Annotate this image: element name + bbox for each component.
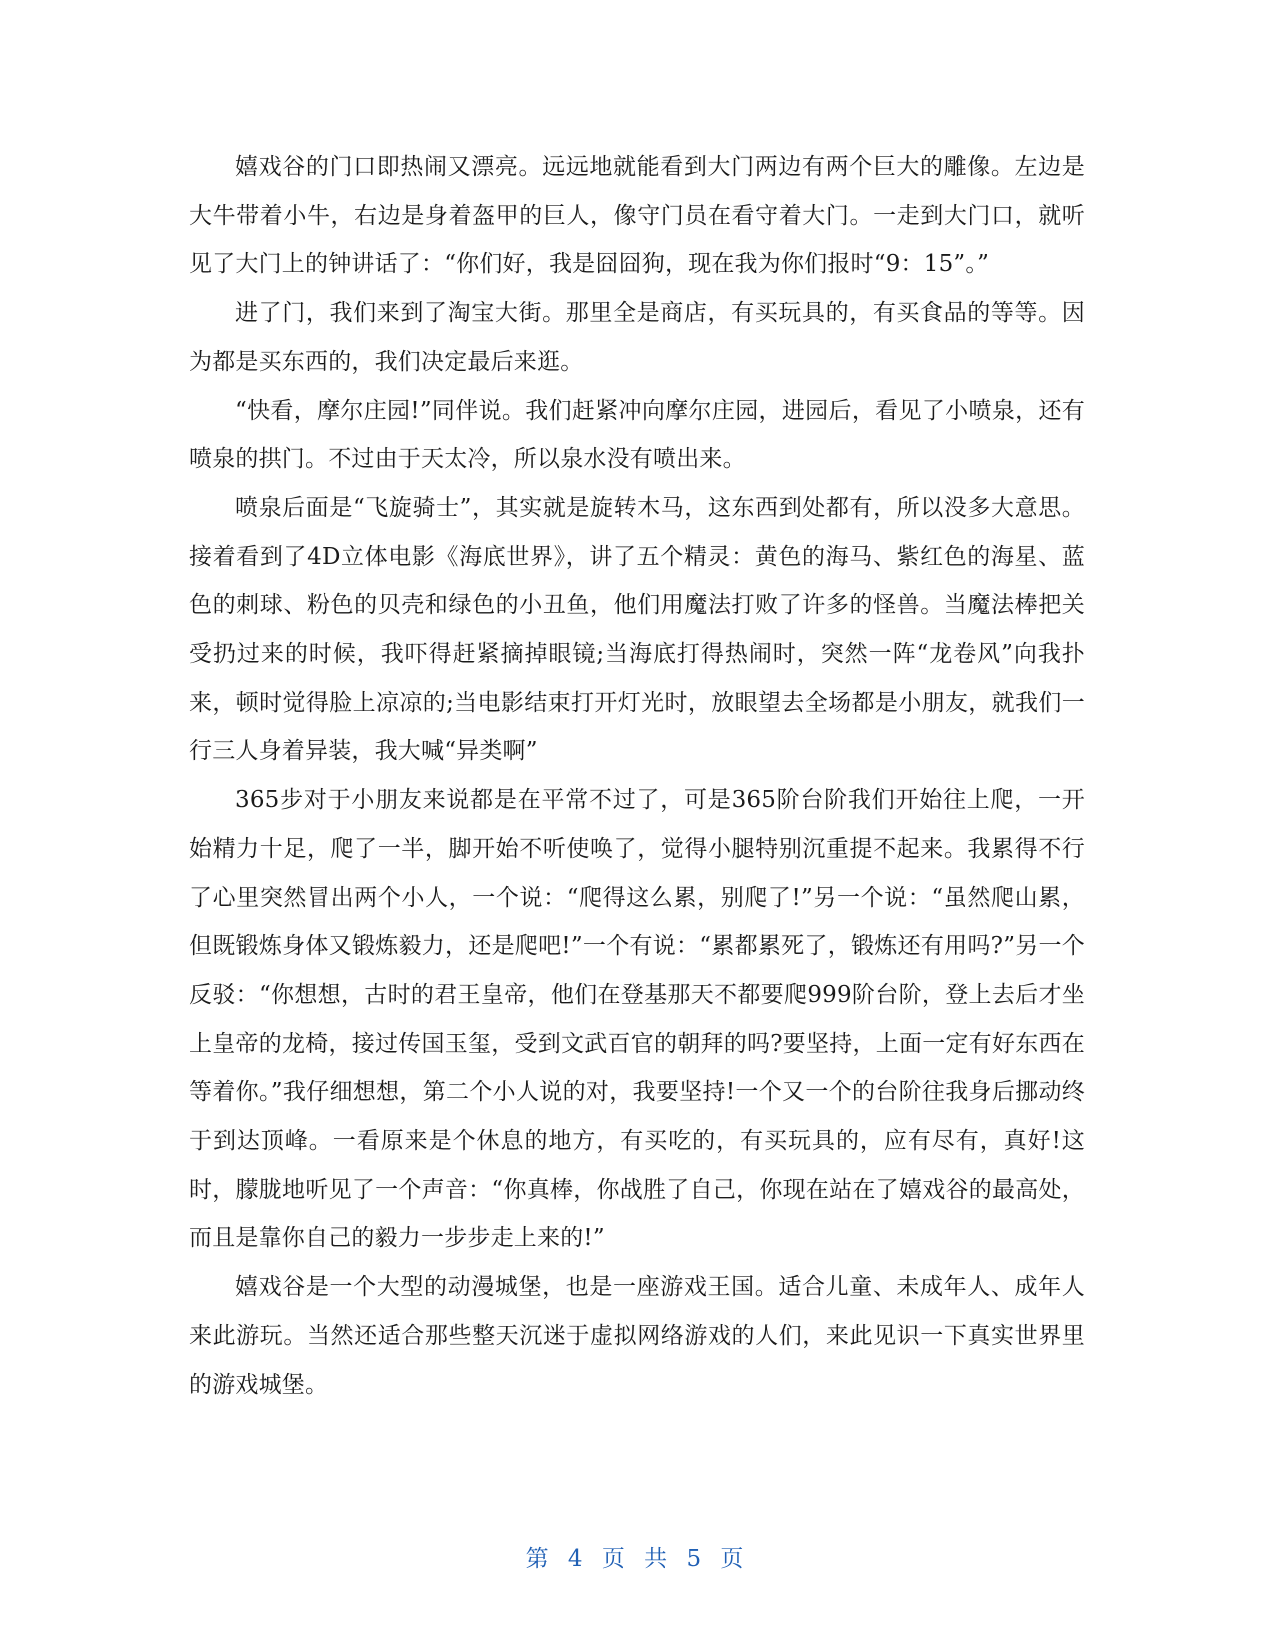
footer-prefix: 第 [525, 1546, 555, 1572]
paragraph-entrance: 嬉戏谷的门口即热闹又漂亮。远远地就能看到大门两边有两个巨大的雕像。左边是大牛带着小牛，右边是身着盔甲的巨人，像守门员在看守着大门。一走到大门口，就听见了大门上的钟讲话了：“你们好，我是囧囧狗，现在我为你们报时“9：15”。” [189, 154, 1085, 278]
paragraph-365-steps: 365步对于小朋友来说都是在平常不过了，可是365阶台阶我们开始往上爬，一开始精力十足，爬了一半，脚开始不听使唤了，觉得小腿特别沉重提不起来。我累得不行了心里突然冒出两个小人，一个说：“爬得这么累，别爬了!”另一个说：“虽然爬山累，但既锻炼身体又锻炼毅力，还是爬吧!”一个有说：“累都累死了，锻炼还有用吗?”另一个反驳：“你想想，古时的君王皇帝，他们在登基那天不都要爬999阶台阶，登上去后才坐上皇帝的龙椅，接过传国玉玺，受到文武百官的朝拜的吗?要坚持，上面一定有好东西在等着你。”我仔细想想，第二个小人说的对，我要坚持!一个又一个的台阶往我身后挪动终于到达顶峰。一看原来是个休息的地方，有买吃的，有买玩具的，应有尽有，真好!这时，朦胧地听见了一个声音：“你真棒，你战胜了自己，你现在站在了嬉戏谷的最高处，而且是靠你自己的毅力一步步走上来的!” [189, 787, 1085, 1252]
paragraph-fountain-movie: 喷泉后面是“飞旋骑士”，其实就是旋转木马，这东西到处都有，所以没多大意思。接着看到了4D立体电影《海底世界》，讲了五个精灵：黄色的海马、紫红色的海星、蓝色的刺球、粉色的贝壳和绿色的小丑鱼，他们用魔法打败了许多的怪兽。当魔法棒把关受扔过来的时候，我吓得赶紧摘掉眼镜;当海底打得热闹时，突然一阵“龙卷风”向我扑来，顿时觉得脸上凉凉的;当电影结束打开灯光时，放眼望去全场都是小朋友，就我们一行三人身着异装，我大喊“异类啊” [189, 494, 1085, 765]
paragraph-conclusion: 嬉戏谷是一个大型的动漫城堡，也是一座游戏王国。适合儿童、未成年人、成年人来此游玩。当然还适合那些整天沉迷于虚拟网络游戏的人们，来此见识一下真实世界里的游戏城堡。 [189, 1274, 1085, 1398]
footer-current-page: 4 [567, 1546, 589, 1572]
body-text [189, 143, 1085, 1409]
paragraph-mole-manor: “快看，摩尔庄园!”同伴说。我们赶紧冲向摩尔庄园，进园后，看见了小喷泉，还有喷泉的拱门。不过由于天太冷，所以泉水没有喷出来。 [189, 397, 1085, 473]
footer-total-pages: 5 [686, 1546, 708, 1572]
page-number-footer [0, 1540, 1275, 1573]
footer-mid: 页 共 [601, 1546, 674, 1572]
paragraph-taobao-street: 进了门，我们来到了淘宝大街。那里全是商店，有买玩具的，有买食品的等等。因为都是买东西的，我们决定最后来逛。 [189, 300, 1085, 375]
footer-suffix: 页 [720, 1546, 750, 1572]
